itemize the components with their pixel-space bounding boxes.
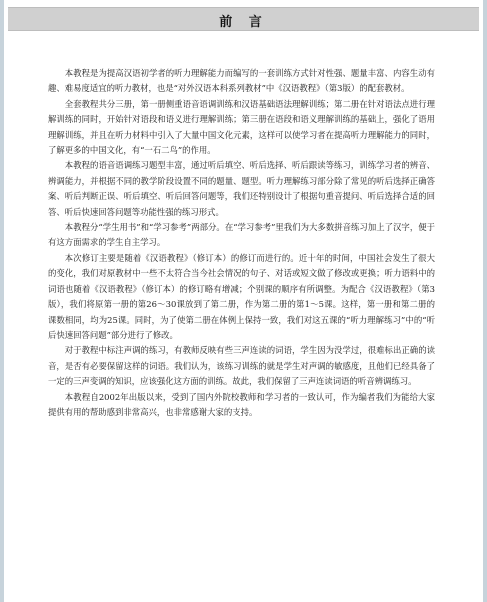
page-title: 前 言 bbox=[219, 15, 268, 30]
paragraph-2: 全套教程共分三册，第一册侧重语音语调训练和汉语基础语法理解训练；第二册在针对语法点进行理解训练的同时，开始针对语段和语义进行理解训练；第三册在语段和语义理解训练的基础上，强化了语用理解训练，并且在听力材料中引入了大量中国文化元素，这样可以使学习者在提高听力理解能力的同时，了解更多的中国文化，有“一石二鸟”的作用。 bbox=[48, 98, 435, 156]
header-bar bbox=[8, 7, 479, 31]
paragraph-6: 对于教程中标注声调的练习，有教师反映有些三声连读的词语，学生因为没学过，很难标出正确的读音，是否有必要保留这样的词语。我们认为，该练习训练的就是学生对声调的敏感度，且他们已经具备了一定的三声变调的知识，应该强化这方面的训练。故此，我们保留了三声连读词语的听音辨调练习。 bbox=[48, 345, 435, 387]
preface-body bbox=[48, 66, 435, 420]
paragraph-3: 本教程的语音语调练习题型丰富，通过听后填空、听后选择、听后跟读等练习，训练学习者的辨音、辨调能力，并根据不同的教学阶段设置不同的题量、题型。听力理解练习部分除了常见的听后选择正确答案、听后判断正误、听后填空、听后回答问题等，我们还特别设计了根据句重音提问、听后选择合适的回答、听后快速回答问题等功能性强的练习形式。 bbox=[48, 160, 435, 217]
paragraph-5: 本次修订主要是随着《汉语教程》（修订本）的修订而进行的。近十年的时间，中国社会发生了很大的变化，我们对原教材中一些不太符合当今社会情况的句子、对话或短文做了修改或更换；听力语料中的词语也随着《汉语教程》（修订本）的修订略有增减；个别课的顺序有所调整。为配合《汉语教程》（第3版），我们将原第一册的第26～30课放到了第二册，作为第二册的第1～5课。这样，第一册和第二册的课数相同，均为25课。同时，为了使第二册在体例上保持一致，我们对这五课的“听力理解练习”中的“听后快速回答问题”部分进行了修改。 bbox=[48, 252, 435, 340]
paragraph-1: 本教程是为提高汉语初学者的听力理解能力而编写的一套训练方式针对性强、题量丰富、内容生动有趣、难易度适宜的听力教材，也是“对外汉语本科系列教材”中《汉语教程》（第3版）的配套教材。 bbox=[48, 68, 435, 94]
paragraph-4: 本教程分“学生用书”和“学习参考”两部分。在“学习参考”里我们为大多数拼音练习加上了汉字，便于有这方面需求的学生自主学习。 bbox=[48, 222, 435, 248]
paragraph-7: 本教程自2002年出版以来，受到了国内外院校教师和学习者的一致认可，作为编者我们为能给大家提供有用的帮助感到非常高兴，也非常感谢大家的支持。 bbox=[48, 391, 435, 417]
